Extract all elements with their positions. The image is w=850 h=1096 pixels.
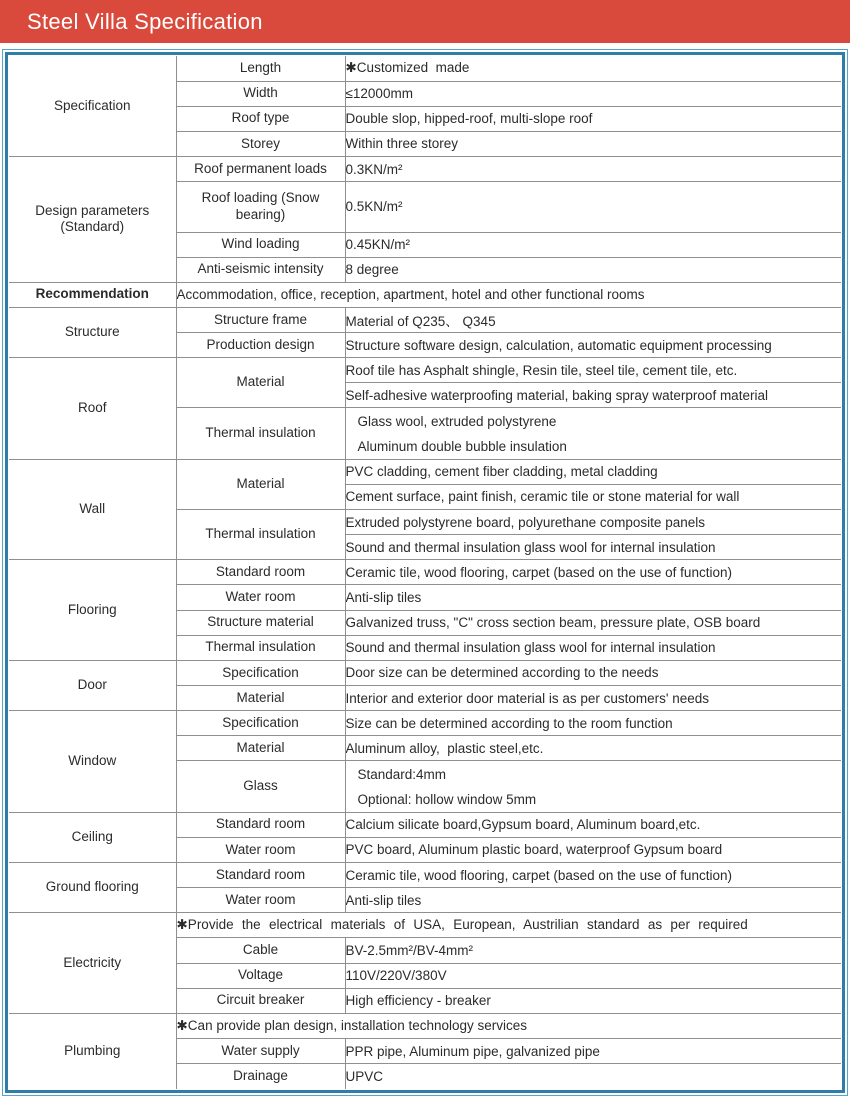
row-label: Anti-seismic intensity (176, 257, 345, 282)
row-value: Door size can be determined according to the needs (345, 660, 841, 685)
row-label: Thermal insulation (176, 510, 345, 560)
row-value: BV-2.5mm²/BV-4mm² (345, 938, 841, 963)
row-value: ✱Customized made (345, 56, 841, 81)
row-value: Within three storey (345, 131, 841, 156)
row-label: Length (176, 56, 345, 81)
row-label: Water room (176, 585, 345, 610)
row-value-multiline (345, 761, 841, 812)
table-outer-frame (2, 49, 848, 1096)
category-wall: Wall (9, 459, 176, 560)
row-label: Production design (176, 333, 345, 358)
page-title: Steel Villa Specification (27, 8, 263, 34)
row-label: Specification (176, 660, 345, 685)
category-recommendation: Recommendation (9, 282, 176, 307)
electricity-note: ✱Provide the electrical materials of USA, European, Austrilian standard as per required (176, 913, 841, 938)
row-value: PVC board, Aluminum plastic board, waterproof Gypsum board (345, 837, 841, 862)
row-value: Roof tile has Asphalt shingle, Resin tile, steel tile, cement tile, etc. (345, 358, 841, 383)
row-value: ≤12000mm (345, 81, 841, 106)
row-value: 0.3KN/m² (345, 157, 841, 182)
category-ceiling: Ceiling (9, 812, 176, 862)
table-inner-frame (5, 52, 845, 1093)
row-value: Calcium silicate board,Gypsum board, Aluminum board,etc. (345, 812, 841, 837)
row-label: Roof type (176, 106, 345, 131)
row-value: Interior and exterior door material is as per customers' needs (345, 686, 841, 711)
category-door: Door (9, 660, 176, 710)
row-value: Sound and thermal insulation glass wool for internal insulation (345, 535, 841, 560)
row-label: Water room (176, 888, 345, 913)
row-value: 0.45KN/m² (345, 232, 841, 257)
row-label: Thermal insulation (176, 635, 345, 660)
row-label: Storey (176, 131, 345, 156)
category-flooring: Flooring (9, 560, 176, 661)
row-label: Circuit breaker (176, 988, 345, 1013)
category-structure: Structure (9, 307, 176, 357)
row-label: Material (176, 358, 345, 408)
category-plumbing: Plumbing (9, 1013, 176, 1088)
row-value: PVC cladding, cement fiber cladding, metal cladding (345, 459, 841, 484)
row-label: Roof permanent loads (176, 157, 345, 182)
row-label: Glass (176, 761, 345, 812)
row-value: 110V/220V/380V (345, 963, 841, 988)
row-value: Extruded polystyrene board, polyurethane composite panels (345, 510, 841, 535)
row-value: PPR pipe, Aluminum pipe, galvanized pipe (345, 1039, 841, 1064)
row-value: Structure software design, calculation, automatic equipment processing (345, 333, 841, 358)
row-value: Self-adhesive waterproofing material, baking spray waterproof material (345, 383, 841, 408)
row-value: Ceramic tile, wood flooring, carpet (based on the use of function) (345, 560, 841, 585)
row-value: Material of Q235、 Q345 (345, 307, 841, 332)
row-value: UPVC (345, 1064, 841, 1089)
row-label: Standard room (176, 812, 345, 837)
row-value-line: Aluminum double bubble insulation (357, 438, 567, 454)
row-label: Wind loading (176, 232, 345, 257)
row-label: Thermal insulation (176, 408, 345, 459)
category-design-parameters: Design parameters (Standard) (9, 157, 176, 283)
row-value: Cement surface, paint finish, ceramic tile or stone material for wall (345, 484, 841, 509)
category-electricity: Electricity (9, 913, 176, 1014)
row-label: Voltage (176, 963, 345, 988)
row-value: Size can be determined according to the room function (345, 711, 841, 736)
row-label: Structure material (176, 610, 345, 635)
plumbing-note: ✱Can provide plan design, installation technology services (176, 1013, 841, 1038)
row-label: Width (176, 81, 345, 106)
row-value: Anti-slip tiles (345, 888, 841, 913)
category-roof: Roof (9, 358, 176, 460)
row-value-multiline (345, 408, 841, 459)
row-value: Sound and thermal insulation glass wool for internal insulation (345, 635, 841, 660)
category-window: Window (9, 711, 176, 813)
row-value: 0.5KN/m² (345, 182, 841, 232)
row-value: Anti-slip tiles (345, 585, 841, 610)
title-bar (0, 0, 850, 43)
row-value-line: Standard:4mm (357, 766, 447, 782)
row-label: Standard room (176, 560, 345, 585)
category-specification: Specification (9, 56, 176, 157)
row-value: 8 degree (345, 257, 841, 282)
row-label: Water supply (176, 1039, 345, 1064)
row-label: Specification (176, 711, 345, 736)
row-value: Ceramic tile, wood flooring, carpet (based on the use of function) (345, 863, 841, 888)
row-label: Water room (176, 837, 345, 862)
spec-table (9, 56, 841, 1089)
row-label: Standard room (176, 863, 345, 888)
row-value-line: Glass wool, extruded polystyrene (357, 413, 557, 429)
row-value: High efficiency - breaker (345, 988, 841, 1013)
recommendation-note: Accommodation, office, reception, apartment, hotel and other functional rooms (176, 282, 841, 307)
row-label: Drainage (176, 1064, 345, 1089)
row-label: Structure frame (176, 307, 345, 332)
row-value-line: Optional: hollow window 5mm (357, 791, 537, 807)
row-label: Material (176, 686, 345, 711)
category-ground-flooring: Ground flooring (9, 863, 176, 913)
row-label: Roof loading (Snow bearing) (176, 182, 345, 232)
row-label: Material (176, 459, 345, 509)
row-label: Material (176, 736, 345, 761)
row-value: Galvanized truss, "C" cross section beam, pressure plate, OSB board (345, 610, 841, 635)
row-label: Cable (176, 938, 345, 963)
row-value: Double slop, hipped-roof, multi-slope roof (345, 106, 841, 131)
row-value: Aluminum alloy, plastic steel,etc. (345, 736, 841, 761)
